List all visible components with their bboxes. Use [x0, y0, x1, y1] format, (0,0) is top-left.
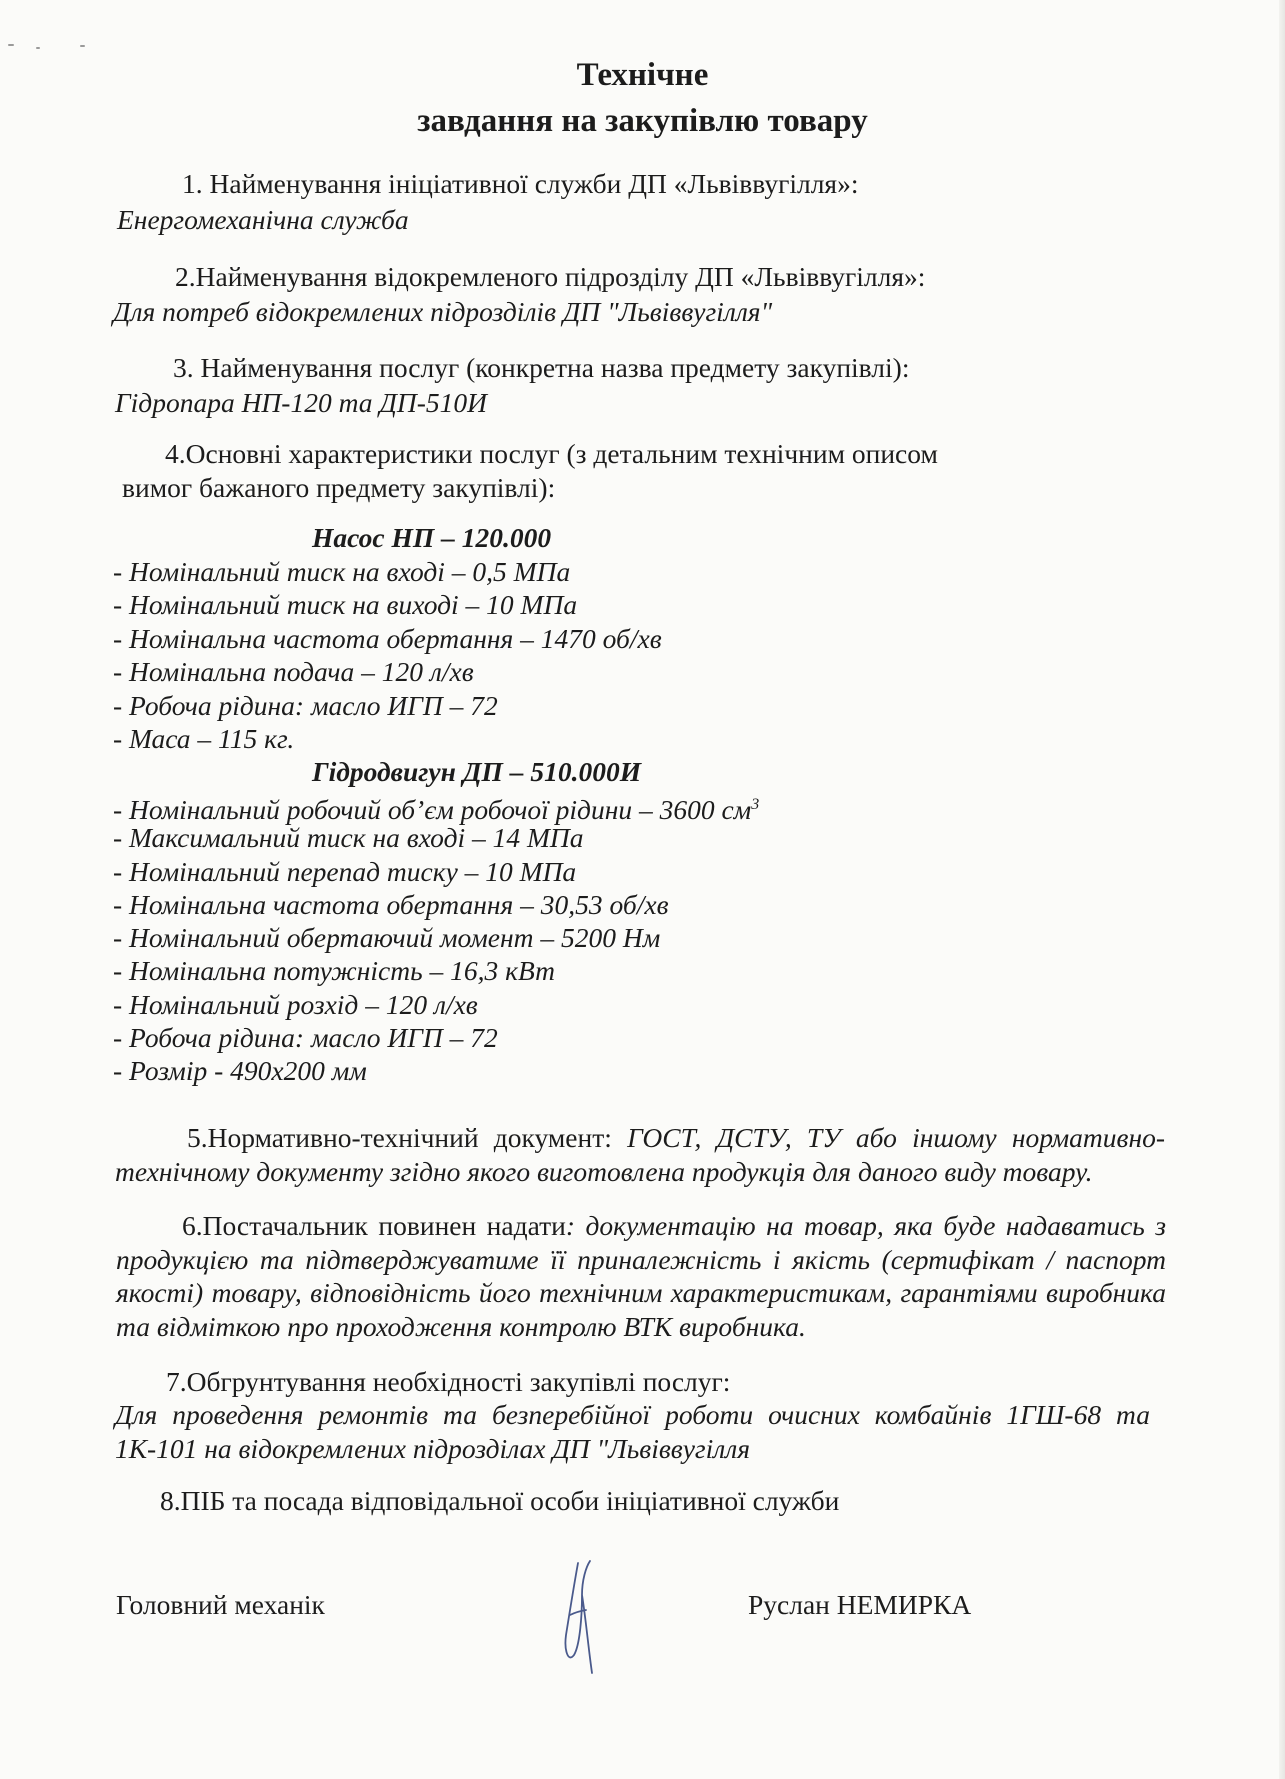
section-2-value: Для потреб відокремлених підрозділів ДП "Львіввугілля" — [113, 296, 773, 327]
doc-title-line1: Технічне — [576, 57, 709, 93]
section-6-text: : документацію на товар, яка буде надаватись з продукцією та підтверджуватиме її приналежність і якість (сертифікат / паспорт якості) товару, відповідність його технічним характеристикам, гарантіями виробника та відміткою про проходження контролю ВТК виробника. — [116, 1210, 1166, 1342]
doc-title-line2: завдання на закупівлю товару — [417, 103, 868, 139]
section-4-heading-line2: вимог бажаного предмету закупівлі): — [122, 472, 556, 503]
section-8-heading: 8.ПІБ та посада відповідальної особи ініціативної служби — [160, 1485, 840, 1516]
scan-speck — [8, 44, 14, 46]
section-3-value: Гідропара НП-120 та ДП-510И — [115, 387, 488, 418]
motor-spec-volume-text: - Номінальний робочий об’єм робочої рідини – 3600 см — [113, 794, 752, 826]
motor-title: Гідродвигун ДП – 510.000И — [312, 756, 642, 787]
signatory-name: Руслан НЕМИРКА — [748, 1589, 972, 1620]
pump-spec-item: - Номінальна подача – 120 л/хв — [113, 656, 474, 687]
section-5-text: ГОСТ, ДСТУ, ТУ або іншому нормативно-технічному документу згідно якого виготовлена продукція для даного виду товару. — [115, 1122, 1165, 1187]
pump-spec-item: - Номінальний тиск на вході – 0,5 МПа — [113, 556, 571, 587]
motor-spec-item: - Робоча рідина: масло ИГП – 72 — [113, 1022, 498, 1053]
section-1-value: Енергомеханічна служба — [117, 204, 409, 235]
section-6-paragraph — [116, 1209, 1166, 1343]
section-5-paragraph — [115, 1121, 1165, 1188]
motor-spec-item: - Максимальний тиск на вході – 14 МПа — [113, 822, 584, 853]
scan-speck — [36, 47, 40, 49]
motor-spec-item: - Номінальна потужність – 16,3 кВт — [113, 955, 555, 986]
motor-spec-item: - Номінальний розхід – 120 л/хв — [113, 989, 478, 1020]
section-4-heading-line1: 4.Основні характеристики послуг (з детальним технічним описом — [165, 438, 938, 469]
motor-spec-item: - Розмір - 490х200 мм — [113, 1055, 367, 1086]
motor-spec-item: - Номінальна частота обертання – 30,53 об/хв — [113, 889, 669, 920]
section-7-heading: 7.Обгрунтування необхідності закупівлі послуг: — [166, 1366, 731, 1397]
scan-speck — [80, 45, 85, 47]
motor-spec-item: - Номінальний перепад тиску – 10 МПа — [113, 856, 577, 887]
pump-title: Насос НП – 120.000 — [312, 522, 552, 553]
section-7-text: Для проведення ремонтів та безперебійної роботи очисних комбайнів 1ГШ-68 та 1К-101 на відокремлених підрозділах ДП "Львіввугілля — [115, 1399, 1150, 1464]
paper-edge — [1279, 0, 1285, 1779]
motor-spec-volume-sup: 3 — [751, 796, 760, 813]
section-6-lead: 6.Постачальник повинен надати — [182, 1210, 566, 1241]
handwritten-signature — [548, 1555, 608, 1680]
pump-spec-item: - Робоча рідина: масло ИГП – 72 — [113, 690, 498, 721]
section-3-heading: 3. Найменування послуг (конкретна назва предмету закупівлі): — [173, 352, 910, 383]
pump-spec-item: - Маса – 115 кг. — [113, 723, 295, 754]
section-1-heading: 1. Найменування ініціативної служби ДП «Львіввугілля»: — [182, 168, 859, 199]
section-5-lead: 5.Нормативно-технічний документ: — [187, 1122, 628, 1153]
section-2-heading: 2.Найменування відокремленого підрозділу ДП «Львіввугілля»: — [175, 261, 926, 292]
signatory-position: Головний механік — [116, 1589, 325, 1620]
motor-spec-item-volume — [113, 789, 759, 826]
pump-spec-item: - Номінальна частота обертання – 1470 об/хв — [113, 623, 662, 654]
motor-spec-item: - Номінальний обертаючий момент – 5200 Нм — [113, 922, 661, 953]
pump-spec-item: - Номінальний тиск на виході – 10 МПа — [113, 589, 578, 620]
